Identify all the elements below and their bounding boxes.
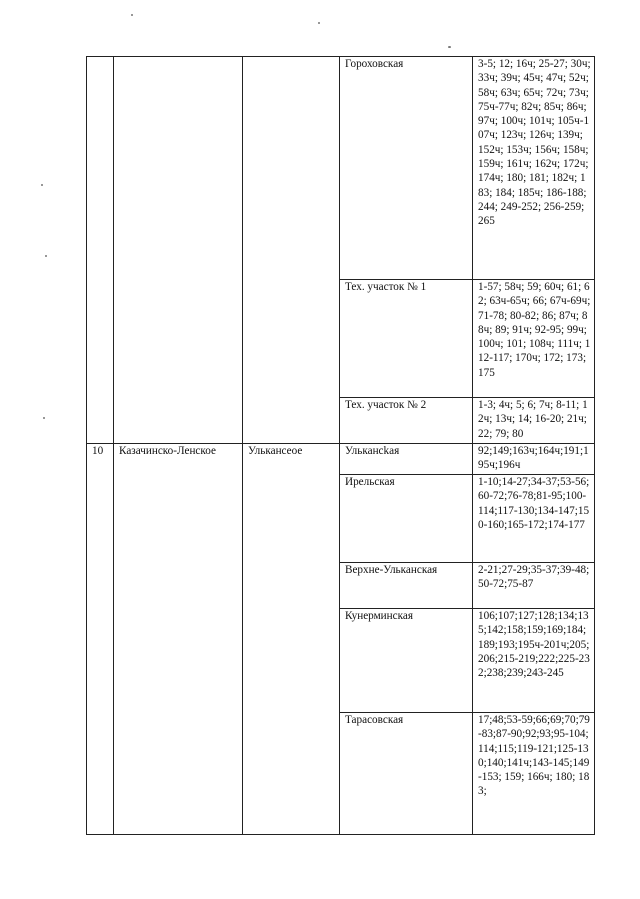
settlement-cell (243, 280, 340, 398)
quarter-list: 17;48;53-59;66;69;70;79-83;87-90;92;93;95-104;114;115;119-121;125-130;140;141ч;143-145;149-153; 159; 166ч; 180; 183; (473, 713, 595, 835)
district-cell (114, 398, 243, 444)
settlement-cell (243, 475, 340, 563)
table-row (87, 57, 595, 280)
scan-speck (131, 14, 133, 16)
row-number-cell (87, 563, 114, 609)
forestry-name: Верхне-Ульканская (340, 563, 473, 609)
scan-speck (41, 184, 43, 186)
settlement-name: Улькансеое (243, 444, 340, 475)
district-cell (114, 475, 243, 563)
quarter-list: 1-3; 4ч; 5; 6; 7ч; 8-11; 12ч; 13ч; 14; 16-20; 21ч; 22; 79; 80 (473, 398, 595, 444)
table-row (87, 563, 595, 609)
scan-speck (45, 255, 47, 257)
settlement-cell (243, 563, 340, 609)
forestry-name: Гороховская (340, 57, 473, 280)
quarter-list: 106;107;127;128;134;135;142;158;159;169;184;189;193;195ч-201ч;205;206;215-219;222;225-232;238;239;243-245 (473, 609, 595, 713)
district-cell (114, 713, 243, 835)
forestry-name: Ирельская (340, 475, 473, 563)
district-cell (114, 280, 243, 398)
scan-speck (43, 417, 45, 419)
forestry-name: Кунерминская (340, 609, 473, 713)
row-number: 10 (87, 444, 114, 475)
quarter-list: 1-10;14-27;34-37;53-56;60-72;76-78;81-95;100-114;117-130;134-147;150-160;165-172;174-177 (473, 475, 595, 563)
table-row (87, 713, 595, 835)
forestry-name: Улькансkая (340, 444, 473, 475)
table-row (87, 280, 595, 398)
settlement-cell (243, 713, 340, 835)
quarter-list: 1-57; 58ч; 59; 60ч; 61; 62; 63ч-65ч; 66; 67ч-69ч; 71-78; 80-82; 86; 87ч; 88ч; 89; 91ч; 92-95; 99ч; 100ч; 101; 108ч; 111ч; 112-117; 170ч; 172; 173; 175 (473, 280, 595, 398)
district-cell (114, 57, 243, 280)
table-row (87, 444, 595, 475)
forestry-name: Тарасовская (340, 713, 473, 835)
row-number-cell (87, 280, 114, 398)
quarter-list: 3-5; 12; 16ч; 25-27; 30ч; 33ч; 39ч; 45ч; 47ч; 52ч; 58ч; 63ч; 65ч; 72ч; 73ч; 75ч-77ч; 82ч; 85ч; 86ч; 97ч; 100ч; 101ч; 105ч-107ч; 123ч; 126ч; 139ч; 152ч; 153ч; 156ч; 158ч; 159ч; 161ч; 162ч; 172ч; 174ч; 180; 181; 182ч; 183; 184; 185ч; 186-188; 244; 249-252; 256-259; 265 (473, 57, 595, 280)
row-number-cell (87, 475, 114, 563)
quarter-list: 2-21;27-29;35-37;39-48;50-72;75-87 (473, 563, 595, 609)
settlement-cell (243, 398, 340, 444)
scan-speck (448, 46, 451, 48)
table-row (87, 609, 595, 713)
scan-speck (318, 22, 320, 24)
district-cell (114, 563, 243, 609)
row-number-cell (87, 57, 114, 280)
row-number-cell (87, 398, 114, 444)
table-row (87, 398, 595, 444)
settlement-cell (243, 609, 340, 713)
district-name: Казачинско-Ленское (114, 444, 243, 475)
forestry-name: Тех. участок № 2 (340, 398, 473, 444)
forestry-name: Тех. участок № 1 (340, 280, 473, 398)
forestry-quarters-table (86, 56, 595, 835)
table-row (87, 475, 595, 563)
settlement-cell (243, 57, 340, 280)
district-cell (114, 609, 243, 713)
row-number-cell (87, 713, 114, 835)
quarter-list: 92;149;163ч;164ч;191;195ч;196ч (473, 444, 595, 475)
row-number-cell (87, 609, 114, 713)
